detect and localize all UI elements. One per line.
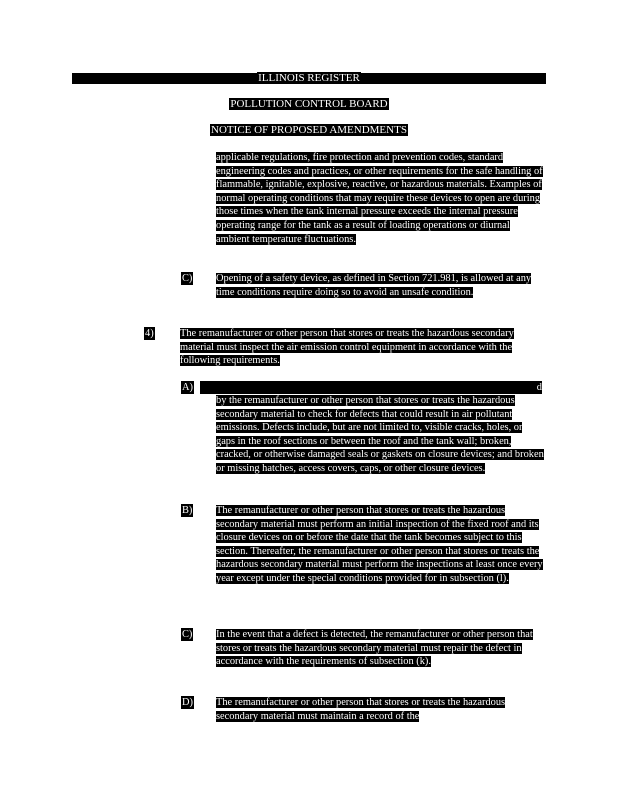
item-c-lower-label: C) [182, 629, 193, 640]
item-c-upper-paragraph [216, 272, 542, 299]
item-4-text: The remanufacturer or other person that stores or treats the hazardous secondary material must inspect the air emission control equipment in accordance with the following requirements. [180, 328, 514, 367]
item-c-lower-paragraph [216, 628, 544, 669]
notice-title: NOTICE OF PROPOSED AMENDMENTS [211, 124, 407, 136]
item-d-paragraph [216, 696, 516, 723]
item-b-text: The remanufacturer or other person that stores or treats the hazardous secondary material must perform an initial inspection of the fixed roof and its closure devices on or before the date that the tank becomes subject to this section. Thereafter, the remanufacturer or other person that stores or treats the hazardous secondary material must perform the inspections at least once every year except under the special conditions provided for in subsection (l). [216, 505, 543, 584]
item-a-text: by the remanufacturer or other person that stores or treats the hazardous secondary material to check for defects that could result in air pollutant emissions. Defects include, but are not limited to, visible cracks, holes, or gaps in the roof sections or between the roof and the tank wall; broken, cracked, or otherwise damaged seals or gaskets on closure devices; and broken or missing hatches, access covers, caps, or other closure devices. [216, 395, 544, 474]
item-c-lower-text: In the event that a defect is detected, the remanufacturer or other person that stores or treats the hazardous secondary material must repair the defect in accordance with the requirements of subsection (k). [216, 629, 533, 668]
item-c-upper-label: C) [182, 273, 193, 284]
register-title: ILLINOIS REGISTER [258, 72, 360, 84]
item-b-paragraph [216, 504, 544, 586]
item-a-first-line-tail: d [536, 382, 542, 393]
item-d-label: D) [182, 697, 193, 708]
item-c-upper-text: Opening of a safety device, as defined in Section 721.981, is allowed at any time conditions require doing so to avoid an unsafe condition. [216, 273, 532, 298]
item-4-paragraph [180, 327, 530, 368]
item-4-label: 4) [145, 328, 154, 339]
item-a-first-line [200, 381, 542, 394]
item-a-paragraph [216, 394, 544, 476]
item-b-label: B) [182, 505, 193, 516]
continuation-paragraph [216, 151, 544, 246]
continuation-text: applicable regulations, fire protection and prevention codes, standard engineering codes and practices, or other requirements for the safe handling of flammable, ignitable, explosive, reactive, or hazardous materials. Examples of normal operating conditions that may require these devices to open are during those times when the tank internal pressure exceeds the internal pressure operating range for the tank as a result of loading operations or diurnal ambient temperature fluctuations. [216, 152, 543, 245]
board-title: POLLUTION CONTROL BOARD [230, 98, 388, 110]
item-d-text: The remanufacturer or other person that stores or treats the hazardous secondary material must maintain a record of the [216, 697, 506, 722]
item-a-label: A) [182, 382, 193, 393]
